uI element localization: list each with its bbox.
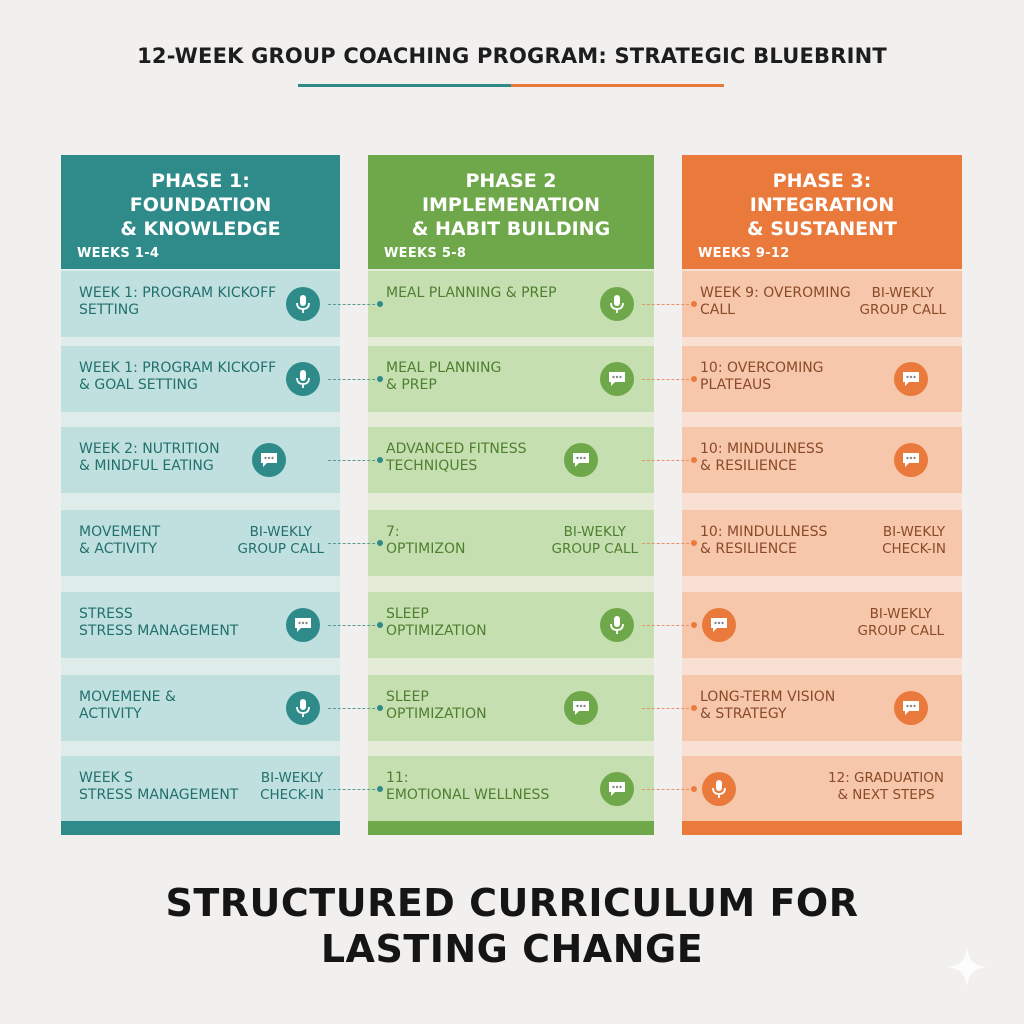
session-card[interactable] — [61, 675, 340, 741]
microphone-icon — [600, 608, 634, 642]
session-title: MEAL PLANNING & PREP — [386, 360, 502, 393]
chat-bubble-icon — [894, 362, 928, 396]
session-title: LONG-TERM VISION & STRATEGY — [700, 689, 836, 722]
phase-connector — [328, 708, 380, 709]
session-title: 7: OPTIMIZON — [386, 524, 466, 557]
chat-bubble-icon — [252, 443, 286, 477]
session-card[interactable] — [682, 510, 962, 576]
phase-title: PHASE 2 IMPLEMENATION & HABIT BUILDING — [411, 170, 611, 240]
session-card[interactable] — [61, 271, 340, 337]
session-card[interactable] — [61, 346, 340, 412]
chat-bubble-icon — [286, 608, 320, 642]
connector-dot — [377, 705, 383, 711]
phase-connector — [642, 304, 694, 305]
session-type: 12: GRADUATION & NEXT STEPS — [828, 770, 944, 803]
phase-connector — [328, 304, 380, 305]
session-card[interactable] — [61, 592, 340, 658]
session-type: BI-WEKLY GROUP CALL — [857, 606, 944, 639]
phase-connector — [328, 789, 380, 790]
session-title: 10: MINDULINESS & RESILIENCE — [700, 441, 824, 474]
session-card[interactable] — [368, 427, 654, 493]
session-type: BI-WEKLY GROUP CALL — [551, 524, 638, 557]
session-card[interactable] — [368, 592, 654, 658]
phase-3-column — [682, 155, 962, 835]
session-title: WEEK 1: PROGRAM KICKOFF SETTING — [79, 285, 277, 318]
phase-connector — [328, 625, 380, 626]
connector-dot — [377, 786, 383, 792]
session-card[interactable] — [368, 346, 654, 412]
connector-dot — [691, 622, 697, 628]
session-title: MOVEMENT & ACTIVITY — [79, 524, 161, 557]
phase-3-header — [682, 155, 962, 269]
phase-connector — [642, 625, 694, 626]
session-title: 11: EMOTIONAL WELLNESS — [386, 770, 550, 803]
chat-bubble-icon — [894, 443, 928, 477]
session-card[interactable] — [368, 756, 654, 822]
phase-title: PHASE 1: FOUNDATION & KNOWLEDGE — [120, 170, 281, 240]
phase-bottom-bar — [682, 821, 962, 835]
chat-bubble-icon — [894, 691, 928, 725]
phase-2-header — [368, 155, 654, 269]
session-card[interactable] — [368, 271, 654, 337]
connector-dot — [377, 457, 383, 463]
microphone-icon — [702, 772, 736, 806]
session-card[interactable] — [61, 756, 340, 822]
connector-dot — [691, 301, 697, 307]
connector-dot — [691, 786, 697, 792]
connector-dot — [377, 622, 383, 628]
session-card[interactable] — [682, 346, 962, 412]
chat-bubble-icon — [600, 772, 634, 806]
phase-weeks: WEEKS 1-4 — [77, 246, 160, 261]
connector-dot — [377, 376, 383, 382]
phase-weeks: WEEKS 5-8 — [384, 246, 467, 261]
session-card[interactable] — [682, 427, 962, 493]
session-card[interactable] — [682, 271, 962, 337]
session-title: ADVANCED FITNESS TECHNIQUES — [386, 441, 527, 474]
chat-bubble-icon — [600, 362, 634, 396]
phase-connector — [328, 543, 380, 544]
phase-weeks: WEEKS 9-12 — [698, 246, 790, 261]
session-card[interactable] — [61, 427, 340, 493]
session-title: MEAL PLANNING & PREP — [386, 285, 557, 301]
session-title: 10: MINDULLNESS & RESILIENCE — [700, 524, 828, 557]
session-type: BI-WEKLY CHECK-IN — [882, 524, 946, 557]
phase-bottom-bar — [61, 821, 340, 835]
phase-title: PHASE 3: INTEGRATION & SUSTANENT — [747, 170, 897, 240]
phase-2-column — [368, 155, 654, 835]
session-type: BI-WEKLY GROUP CALL — [859, 285, 946, 318]
session-title: WEEK S STRESS MANAGEMENT — [79, 770, 239, 803]
phase-1-header — [61, 155, 340, 269]
session-card[interactable] — [682, 675, 962, 741]
phase-bottom-bar — [368, 821, 654, 835]
session-title: WEEK 2: NUTRITION & MINDFUL EATING — [79, 441, 220, 474]
microphone-icon — [286, 691, 320, 725]
page-title: 12-WEEK GROUP COACHING PROGRAM: STRATEGIC BLUEBRINT — [137, 44, 887, 68]
session-card[interactable] — [368, 510, 654, 576]
session-title: 10: OVERCOMING PLATEAUS — [700, 360, 824, 393]
chat-bubble-icon — [564, 691, 598, 725]
title-underline-orange — [511, 84, 724, 87]
connector-dot — [377, 540, 383, 546]
session-title: WEEK 9: OVEROMING CALL — [700, 285, 851, 318]
session-type: BI-WEKLY CHECK-IN — [260, 770, 324, 803]
tagline: STRUCTURED CURRICULUM FOR LASTING CHANGE — [165, 881, 859, 971]
session-type: BI-WEKLY GROUP CALL — [237, 524, 324, 557]
connector-dot — [691, 540, 697, 546]
connector-dot — [377, 301, 383, 307]
session-card[interactable] — [61, 510, 340, 576]
phase-connector — [642, 708, 694, 709]
session-card[interactable] — [368, 675, 654, 741]
sparkle-icon — [945, 945, 989, 989]
connector-dot — [691, 376, 697, 382]
session-card[interactable] — [682, 592, 962, 658]
title-underline-teal — [298, 84, 511, 87]
phase-connector — [642, 379, 694, 380]
connector-dot — [691, 457, 697, 463]
connector-dot — [691, 705, 697, 711]
phase-connector — [642, 460, 694, 461]
microphone-icon — [600, 287, 634, 321]
phase-connector — [642, 543, 694, 544]
chat-bubble-icon — [702, 608, 736, 642]
session-title: SLEEP OPTIMIZATION — [386, 689, 487, 722]
microphone-icon — [286, 362, 320, 396]
phase-connector — [328, 460, 380, 461]
phase-connector — [328, 379, 380, 380]
microphone-icon — [286, 287, 320, 321]
session-card[interactable] — [682, 756, 962, 822]
phase-1-column — [61, 155, 340, 835]
session-title: MOVEMENE & ACTIVITY — [79, 689, 176, 722]
session-title: SLEEP OPTIMIZATION — [386, 606, 487, 639]
phase-connector — [642, 789, 694, 790]
chat-bubble-icon — [564, 443, 598, 477]
session-title: STRESS STRESS MANAGEMENT — [79, 606, 239, 639]
session-title: WEEK 1: PROGRAM KICKOFF & GOAL SETTING — [79, 360, 277, 393]
